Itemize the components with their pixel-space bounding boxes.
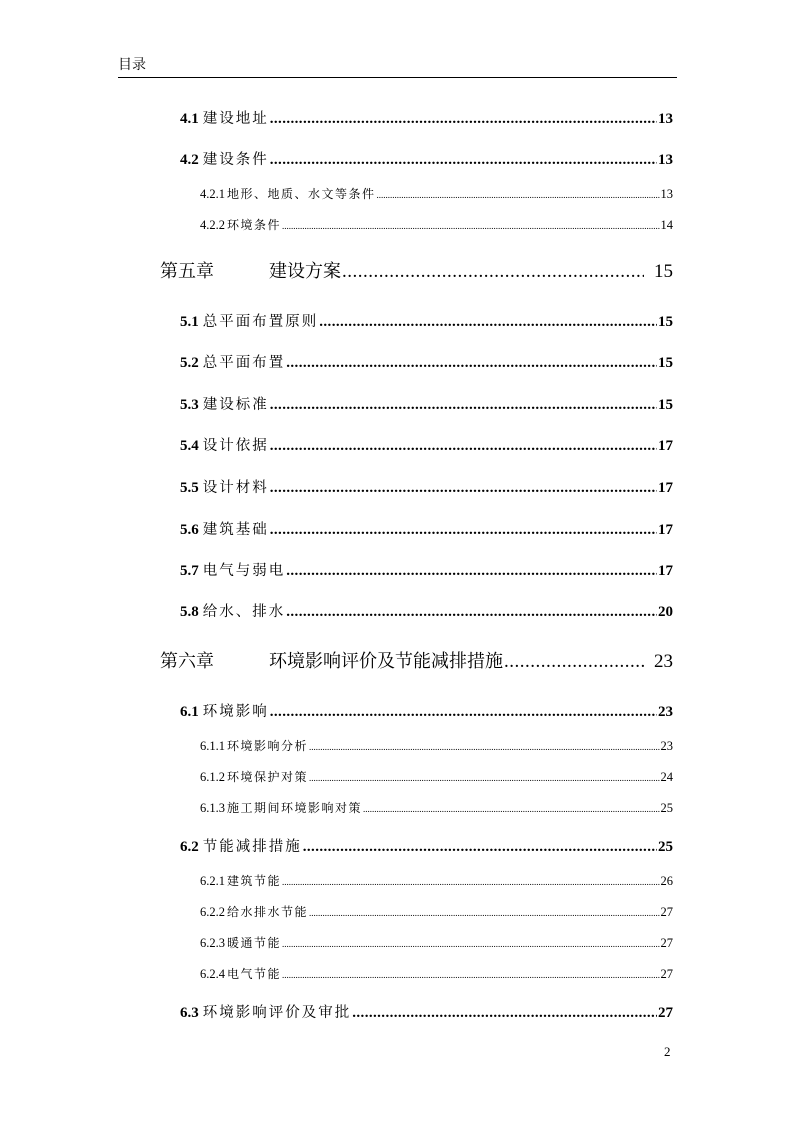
toc-entry[interactable]: [180, 476, 673, 498]
toc-number: 6.1.2: [200, 770, 225, 784]
toc-page-number: 15: [654, 261, 673, 282]
toc-number: 6.2.1: [200, 874, 225, 888]
toc-number: 5.8: [180, 604, 199, 620]
toc-leader-dots: [286, 355, 657, 372]
toc-title: 节能减排措施: [202, 839, 302, 855]
toc-entry[interactable]: [180, 310, 673, 332]
toc-chapter-number: 第五章: [160, 261, 214, 282]
toc-page-number: 25: [658, 839, 673, 855]
toc-number: 6.1.3: [200, 801, 225, 815]
toc-title: 建设地址: [202, 111, 269, 127]
toc-entry[interactable]: [180, 559, 673, 581]
toc-leader-dots: [303, 839, 657, 856]
toc-number: 4.2.1: [200, 187, 225, 201]
toc-title: 设计材料: [202, 480, 269, 496]
toc-entry[interactable]: [180, 107, 673, 129]
toc-title: 电气节能: [227, 967, 282, 981]
toc-page-number: 15: [658, 397, 673, 413]
toc-page-number: 15: [658, 355, 673, 371]
toc-entry[interactable]: [200, 872, 673, 890]
toc-entry[interactable]: [180, 518, 673, 540]
toc-number: 5.6: [180, 522, 199, 538]
toc-entry[interactable]: [200, 768, 673, 786]
toc-page-number: 17: [658, 522, 673, 538]
toc-title: 地形、地质、水文等条件: [227, 187, 376, 201]
toc-page-number: 26: [660, 874, 673, 888]
toc-chapter-entry[interactable]: [160, 257, 673, 285]
toc-page-number: 20: [658, 604, 673, 620]
toc-leader-dots: [377, 190, 660, 200]
toc-page-number: 17: [658, 438, 673, 454]
page-header: [118, 56, 677, 78]
toc-leader-dots: [286, 604, 657, 621]
toc-leader-dots: [270, 704, 657, 721]
toc-title: 总平面布置原则: [202, 314, 319, 330]
toc-number: 4.2: [180, 152, 199, 168]
toc-entry[interactable]: [180, 434, 673, 456]
toc-chapter-title: 建设方案: [269, 261, 341, 282]
toc-page-number: 23: [660, 739, 673, 753]
toc-entry[interactable]: [200, 934, 673, 952]
toc-number: 4.2.2: [200, 218, 225, 232]
toc-number: 5.3: [180, 397, 199, 413]
toc-title: 环境影响: [202, 704, 269, 720]
toc-leader-dots: [270, 152, 657, 169]
toc-leader-dots: [270, 111, 657, 128]
toc-entry[interactable]: [200, 903, 673, 921]
toc-title: 给水排水节能: [227, 905, 309, 919]
header-title: 目录: [118, 57, 146, 73]
toc-number: 6.2: [180, 839, 199, 855]
toc-title: 暖通节能: [227, 936, 282, 950]
toc-page-number: 13: [660, 187, 673, 201]
toc-number: 6.2.3: [200, 936, 225, 950]
toc-leader-dots: [352, 1005, 657, 1022]
toc-number: 5.4: [180, 438, 199, 454]
toc-number: 6.1: [180, 704, 199, 720]
toc-leader-dots: [282, 970, 659, 980]
toc-leader-dots: [270, 480, 657, 497]
toc-number: 6.2.2: [200, 905, 225, 919]
toc-entry[interactable]: [180, 351, 673, 373]
toc-title: 设计依据: [202, 438, 269, 454]
toc-number: 5.2: [180, 355, 199, 371]
toc-leader-dots: [342, 261, 644, 283]
toc-page-number: 17: [658, 563, 673, 579]
toc-leader-dots: [363, 804, 659, 814]
toc-page-number: 25: [660, 801, 673, 815]
toc-leader-dots: [282, 877, 659, 887]
toc-page-number: 24: [660, 770, 673, 784]
toc-title: 环境保护对策: [227, 770, 309, 784]
toc-leader-dots: [504, 651, 644, 673]
toc-page-number: 27: [660, 967, 673, 981]
toc-page-number: 27: [658, 1005, 673, 1021]
toc-chapter-title: 环境影响评价及节能减排措施: [269, 651, 503, 672]
toc-entry[interactable]: [200, 185, 673, 203]
toc-title: 给水、排水: [202, 604, 286, 620]
toc-page-number: 13: [658, 152, 673, 168]
footer-page-number: 2: [664, 1044, 671, 1059]
toc-entry[interactable]: [200, 216, 673, 234]
toc-title: 环境影响评价及审批: [202, 1005, 352, 1021]
toc-title: 环境条件: [227, 218, 282, 232]
toc-title: 施工期间环境影响对策: [227, 801, 363, 815]
toc-number: 6.2.4: [200, 967, 225, 981]
toc-entry[interactable]: [180, 1001, 673, 1023]
toc-chapter-entry[interactable]: [160, 647, 673, 675]
toc-number: 6.1.1: [200, 739, 225, 753]
toc-title: 电气与弱电: [202, 563, 286, 579]
toc-title: 环境影响分析: [227, 739, 309, 753]
toc-number: 6.3: [180, 1005, 199, 1021]
toc-page-number: 17: [658, 480, 673, 496]
toc-leader-dots: [309, 773, 659, 783]
toc-title: 建设条件: [202, 152, 269, 168]
toc-title: 建筑基础: [202, 522, 269, 538]
toc-leader-dots: [286, 563, 657, 580]
toc-page-number: 23: [654, 651, 673, 672]
toc-entry[interactable]: [200, 799, 673, 817]
toc-number: 5.5: [180, 480, 199, 496]
toc-leader-dots: [309, 742, 659, 752]
toc-entry[interactable]: [180, 148, 673, 170]
toc-page-number: 27: [660, 936, 673, 950]
toc-leader-dots: [270, 438, 657, 455]
toc-entry[interactable]: [180, 393, 673, 415]
toc-leader-dots: [270, 522, 657, 539]
toc-page-number: 14: [660, 218, 673, 232]
toc-entry[interactable]: [200, 737, 673, 755]
toc-leader-dots: [319, 314, 657, 331]
toc-page-number: 27: [660, 905, 673, 919]
toc-number: 5.7: [180, 563, 199, 579]
toc-entry[interactable]: [180, 835, 673, 857]
toc-entry[interactable]: [200, 965, 673, 983]
toc-leader-dots: [282, 221, 659, 231]
toc-title: 建设标准: [202, 397, 269, 413]
toc-entry[interactable]: [180, 600, 673, 622]
toc-entry[interactable]: [180, 700, 673, 722]
toc-page-number: 23: [658, 704, 673, 720]
toc-leader-dots: [309, 908, 659, 918]
toc-title: 总平面布置: [202, 355, 286, 371]
toc-number: 5.1: [180, 314, 199, 330]
toc-page-number: 13: [658, 111, 673, 127]
toc-page-number: 15: [658, 314, 673, 330]
toc-leader-dots: [282, 939, 659, 949]
toc-chapter-number: 第六章: [160, 651, 214, 672]
toc-number: 4.1: [180, 111, 199, 127]
toc-leader-dots: [270, 397, 657, 414]
toc-title: 建筑节能: [227, 874, 282, 888]
